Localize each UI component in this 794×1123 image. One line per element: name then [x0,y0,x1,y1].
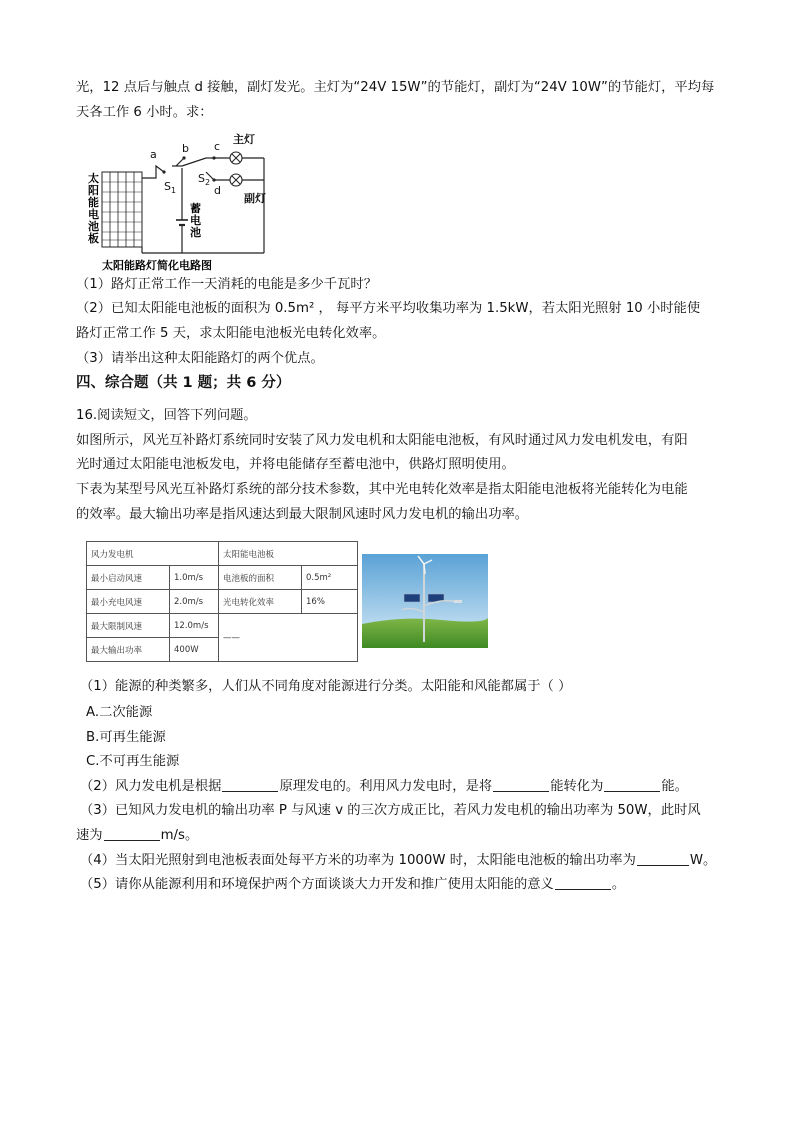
contact-c-label: c [214,140,221,153]
section-heading: 四、综合题（共 1 题；共 6 分） [76,375,291,391]
table-cell: 0.5m² [302,566,358,590]
hybrid-streetlight-photo [362,554,488,648]
q15-part1: （1）路灯正常工作一天消耗的电能是多少千瓦时？ [76,277,377,292]
intro-line-2: 天各工作 6 小时。求： [76,105,213,120]
solar-panel-grid [102,172,142,247]
answer-blank[interactable] [555,875,611,890]
question-1: （1）能源的种类繁多，人们从不同角度对能源进行分类。太阳能和风能都属于（ ） [80,679,572,694]
question-4: （4）当太阳光照射到电池板表面处每平方米的功率为 1000W 时，太阳能电池板的输出功率为 W。 [80,853,717,868]
table-cell: 电池板的面积 [219,566,302,590]
table-cell: 16% [302,590,358,614]
switch-s1-label: $S_1$ [164,180,177,195]
main-lamp-label: 主灯 [233,133,255,146]
table-cell: 1.0m/s [170,566,219,590]
q15-part3: （3）请举出这种太阳能路灯的两个优点。 [76,351,324,366]
table-row [87,566,358,590]
contact-d-label: d [214,184,221,197]
table-cell: 12.0m/s [170,614,219,638]
q16-para1-line2: 光时通过太阳能电池板发电，并将电能储存至蓄电池中，供路灯照明使用。 [76,457,515,472]
table-cell: 最大输出功率 [87,638,170,662]
answer-blank[interactable] [493,777,549,792]
table-cell: 400W [170,638,219,662]
diagram-caption: 太阳能路灯简化电路图 [102,259,212,272]
table-row [87,542,358,566]
table-row [87,614,358,638]
table-row [87,590,358,614]
main-lamp-icon [230,152,242,164]
solar-streetlight-circuit-diagram [86,128,276,274]
answer-blank[interactable] [222,777,278,792]
answer-blank[interactable] [104,826,160,841]
table-header-solar: 太阳能电池板 [219,542,358,566]
q15-part2-line2: 路灯正常工作 5 天，求太阳能电池板光电转化效率。 [76,326,386,341]
intro-line-1: 光，12 点后与触点 d 接触，副灯发光。主灯为“24V 15W”的节能灯，副灯为“24V 10W”的节能灯，平均每 [76,80,715,95]
table-header-wind: 风力发电机 [87,542,219,566]
contact-a-label: a [150,148,157,161]
table-cell: 光电转化效率 [219,590,302,614]
battery-label: 蓄电池 [190,202,201,239]
sub-lamp-icon [230,174,242,186]
q16-para2-line2: 的效率。最大输出功率是指风速达到最大限制风速时风力发电机的输出功率。 [76,507,529,522]
table-cell-empty: —— [219,614,358,662]
question-2: （2）风力发电机是根据 原理发电的。利用风力发电时，是将 能转化为 能。 [80,779,688,794]
q16-heading: 16.阅读短文，回答下列问题。 [76,408,257,423]
table-cell: 最小充电风速 [87,590,170,614]
parameter-table [86,541,358,662]
panel-label: 太阳能电池板 [88,172,99,245]
contact-b-label: b [182,142,189,155]
table-cell: 最大限制风速 [87,614,170,638]
option-c[interactable]: C.不可再生能源 [86,754,180,769]
q15-part2-line1: （2）已知太阳能电池板的面积为 0.5m² ， 每平方米平均收集功率为 1.5kW，若太阳光照射 10 小时能使 [76,301,701,316]
question-5: （5）请你从能源利用和环境保护两个方面谈谈大力开发和推广使用太阳能的意义 。 [80,877,626,892]
table-cell: 最小启动风速 [87,566,170,590]
question-3-line2: 速为 m/s。 [76,828,199,843]
question-3-line1: （3）已知风力发电机的输出功率 P 与风速 v 的三次方成正比，若风力发电机的输出功率为 50W，此时风 [80,803,701,818]
option-a[interactable]: A.二次能源 [86,705,153,720]
q16-para2-line1: 下表为某型号风光互补路灯系统的部分技术参数，其中光电转化效率是指太阳能电池板将光能转化为电能 [76,482,688,497]
table-cell: 2.0m/s [170,590,219,614]
q16-para1-line1: 如图所示，风光互补路灯系统同时安装了风力发电机和太阳能电池板，有风时通过风力发电机发电，有阳 [76,433,688,448]
switch-s2-label: $S_2$ [198,172,211,187]
answer-blank[interactable] [637,851,689,866]
answer-blank[interactable] [604,777,660,792]
sub-lamp-label: 副灯 [244,192,266,205]
option-b[interactable]: B.可再生能源 [86,730,166,745]
